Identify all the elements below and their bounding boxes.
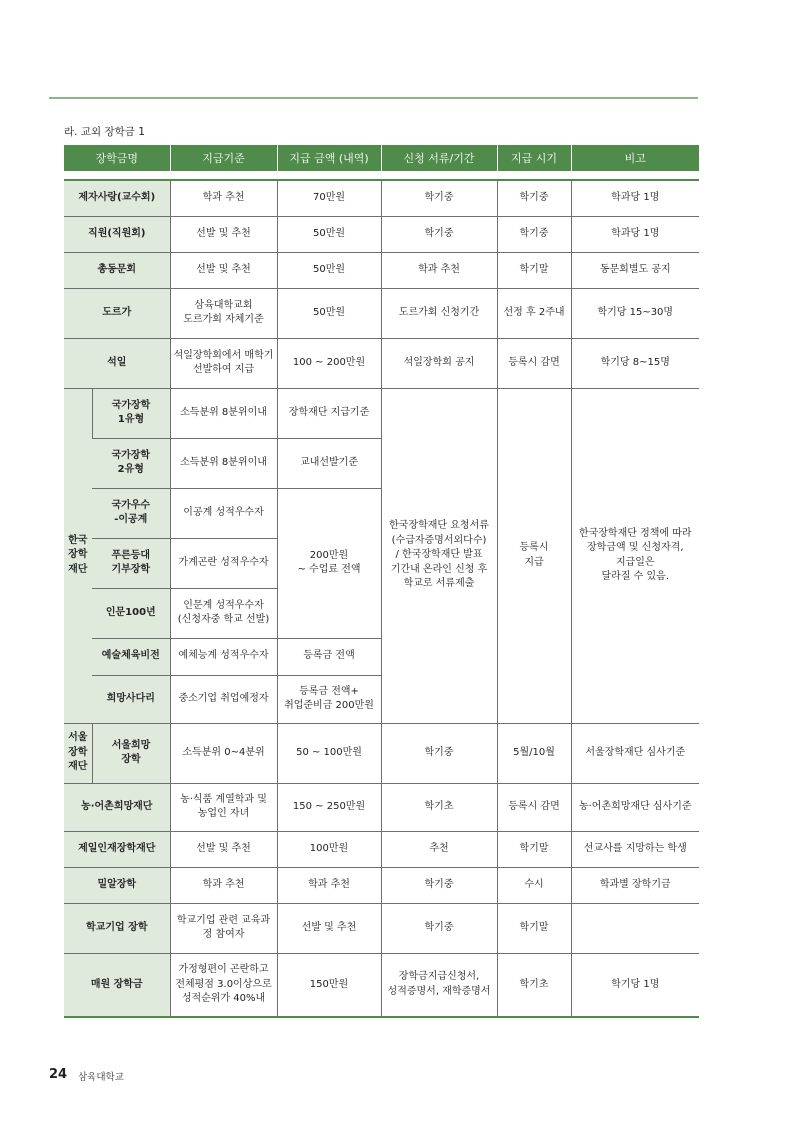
docs-cell: 장학금지급신청서, 성적증명서, 재학증명서 bbox=[381, 953, 497, 1017]
table-row bbox=[64, 338, 699, 388]
header-name: 장학금명 bbox=[64, 145, 170, 171]
docs-cell: 학기중 bbox=[381, 903, 497, 953]
amount-cell: 등록금 전액+ 취업준비금 200만원 bbox=[277, 675, 381, 723]
note-cell: 농·어촌희망재단 심사기준 bbox=[571, 783, 699, 831]
table-row bbox=[64, 783, 699, 831]
amount-cell: 70만원 bbox=[277, 180, 381, 216]
note-cell: 선교사를 지망하는 학생 bbox=[571, 831, 699, 867]
scholarship-name: 제일인재장학재단 bbox=[64, 831, 170, 867]
docs-cell: 한국장학재단 요청서류 (수급자증명서외다수) / 한국장학재단 발표 기간내 온라인 신청 후 학교로 서류제출 bbox=[381, 388, 497, 723]
scholarship-name: 농·어촌희망재단 bbox=[64, 783, 170, 831]
table-header-row bbox=[64, 145, 699, 171]
criteria-cell: 학교기업 관련 교육과 정 참여자 bbox=[170, 903, 277, 953]
amount-cell: 100만원 bbox=[277, 831, 381, 867]
scholarship-name: 국가장학 2유형 bbox=[92, 438, 170, 488]
note-cell: 서울장학재단 심사기준 bbox=[571, 723, 699, 783]
section-title: 라. 교외 장학금 1 bbox=[64, 126, 145, 138]
amount-cell: 50만원 bbox=[277, 252, 381, 288]
timing-cell: 등록시 감면 bbox=[497, 783, 571, 831]
timing-cell: 학기중 bbox=[497, 180, 571, 216]
scholarship-name: 밀알장학 bbox=[64, 867, 170, 903]
criteria-cell: 선발 및 추천 bbox=[170, 216, 277, 252]
criteria-cell: 중소기업 취업예정자 bbox=[170, 675, 277, 723]
amount-cell: 50만원 bbox=[277, 216, 381, 252]
scholarship-name: 석일 bbox=[64, 338, 170, 388]
header-note: 비고 bbox=[571, 145, 699, 171]
criteria-cell: 소득분위 0~4분위 bbox=[170, 723, 277, 783]
header-timing: 지급 시기 bbox=[497, 145, 571, 171]
amount-cell: 50만원 bbox=[277, 288, 381, 338]
criteria-cell: 인문계 성적우수자 (신청자중 학교 선발) bbox=[170, 588, 277, 638]
timing-cell: 5월/10월 bbox=[497, 723, 571, 783]
scholarship-name: 푸른등대 기부장학 bbox=[92, 538, 170, 588]
table-row bbox=[64, 953, 699, 1017]
timing-cell: 수시 bbox=[497, 867, 571, 903]
docs-cell: 학기중 bbox=[381, 723, 497, 783]
docs-cell: 추천 bbox=[381, 831, 497, 867]
criteria-cell: 예체능계 성적우수자 bbox=[170, 638, 277, 675]
timing-cell: 등록시 감면 bbox=[497, 338, 571, 388]
table-row bbox=[64, 216, 699, 252]
amount-cell: 선발 및 추천 bbox=[277, 903, 381, 953]
docs-cell: 학과 추천 bbox=[381, 252, 497, 288]
criteria-cell: 선발 및 추천 bbox=[170, 831, 277, 867]
scholarship-name: 제자사랑(교수회) bbox=[64, 180, 170, 216]
note-cell: 학기당 15~30명 bbox=[571, 288, 699, 338]
note-cell bbox=[571, 903, 699, 953]
scholarship-name: 인문100년 bbox=[92, 588, 170, 638]
docs-cell: 학기초 bbox=[381, 783, 497, 831]
scholarship-name: 서울희망 장학 bbox=[92, 723, 170, 783]
scholarship-table bbox=[64, 145, 699, 1018]
criteria-cell: 소득분위 8분위이내 bbox=[170, 388, 277, 438]
criteria-cell: 선발 및 추천 bbox=[170, 252, 277, 288]
scholarship-name: 총동문회 bbox=[64, 252, 170, 288]
table-row bbox=[64, 288, 699, 338]
note-cell: 학과당 1명 bbox=[571, 180, 699, 216]
note-cell: 학과별 장학기금 bbox=[571, 867, 699, 903]
timing-cell: 학기초 bbox=[497, 953, 571, 1017]
scholarship-name: 매원 장학금 bbox=[64, 953, 170, 1017]
amount-cell: 교내선발기준 bbox=[277, 438, 381, 488]
scholarship-name: 국가우수 -이공계 bbox=[92, 488, 170, 538]
group-seoul-foundation: 서울 장학 재단 bbox=[64, 723, 92, 783]
table-row bbox=[64, 723, 699, 783]
scholarship-name: 예술체육비전 bbox=[92, 638, 170, 675]
header-docs: 신청 서류/기간 bbox=[381, 145, 497, 171]
note-cell: 한국장학재단 정책에 따라 장학금액 및 신청자격, 지급일은 달라질 수 있음. bbox=[571, 388, 699, 723]
amount-cell: 50 ~ 100만원 bbox=[277, 723, 381, 783]
page-number: 24 bbox=[49, 1067, 68, 1082]
footer-school-name: 삼육대학교 bbox=[78, 1072, 124, 1083]
scholarship-name: 직원(직원회) bbox=[64, 216, 170, 252]
amount-cell: 150만원 bbox=[277, 953, 381, 1017]
timing-cell: 등록시 지급 bbox=[497, 388, 571, 723]
note-cell: 학기당 8~15명 bbox=[571, 338, 699, 388]
criteria-cell: 농·식품 계열학과 및 농업인 자녀 bbox=[170, 783, 277, 831]
table-row bbox=[64, 867, 699, 903]
header-criteria: 지급기준 bbox=[170, 145, 277, 171]
header-amount: 지급 금액 (내역) bbox=[277, 145, 381, 171]
table-row bbox=[64, 388, 699, 438]
timing-cell: 학기말 bbox=[497, 831, 571, 867]
docs-cell: 학기중 bbox=[381, 180, 497, 216]
criteria-cell: 석일장학회에서 매학기 선발하여 지급 bbox=[170, 338, 277, 388]
timing-cell: 학기말 bbox=[497, 252, 571, 288]
group-korea-foundation: 한국 장학 재단 bbox=[64, 388, 92, 723]
scholarship-name: 학교기업 장학 bbox=[64, 903, 170, 953]
docs-cell: 학기중 bbox=[381, 216, 497, 252]
criteria-cell: 가계곤란 성적우수자 bbox=[170, 538, 277, 588]
amount-cell: 100 ~ 200만원 bbox=[277, 338, 381, 388]
table-row bbox=[64, 180, 699, 216]
table-row bbox=[64, 831, 699, 867]
note-cell: 학기당 1명 bbox=[571, 953, 699, 1017]
criteria-cell: 가정형편이 곤란하고 전체평점 3.0이상으로 성적순위가 40%내 bbox=[170, 953, 277, 1017]
scholarship-name: 도르가 bbox=[64, 288, 170, 338]
scholarship-name: 국가장학 1유형 bbox=[92, 388, 170, 438]
table-row bbox=[64, 903, 699, 953]
top-divider bbox=[49, 97, 698, 99]
docs-cell: 도르가회 신청기간 bbox=[381, 288, 497, 338]
criteria-cell: 학과 추천 bbox=[170, 180, 277, 216]
docs-cell: 학기중 bbox=[381, 867, 497, 903]
timing-cell: 학기말 bbox=[497, 903, 571, 953]
amount-cell: 장학재단 지급기준 bbox=[277, 388, 381, 438]
criteria-cell: 소득분위 8분위이내 bbox=[170, 438, 277, 488]
timing-cell: 학기중 bbox=[497, 216, 571, 252]
note-cell: 학과당 1명 bbox=[571, 216, 699, 252]
table-row bbox=[64, 252, 699, 288]
amount-cell: 등록금 전액 bbox=[277, 638, 381, 675]
amount-cell: 200만원 ~ 수업료 전액 bbox=[277, 488, 381, 638]
amount-cell: 학과 추천 bbox=[277, 867, 381, 903]
timing-cell: 선정 후 2주내 bbox=[497, 288, 571, 338]
scholarship-name: 희망사다리 bbox=[92, 675, 170, 723]
amount-cell: 150 ~ 250만원 bbox=[277, 783, 381, 831]
criteria-cell: 이공계 성적우수자 bbox=[170, 488, 277, 538]
docs-cell: 석일장학회 공지 bbox=[381, 338, 497, 388]
criteria-cell: 삼육대학교회 도르가회 자체기준 bbox=[170, 288, 277, 338]
criteria-cell: 학과 추천 bbox=[170, 867, 277, 903]
note-cell: 동문회별도 공지 bbox=[571, 252, 699, 288]
